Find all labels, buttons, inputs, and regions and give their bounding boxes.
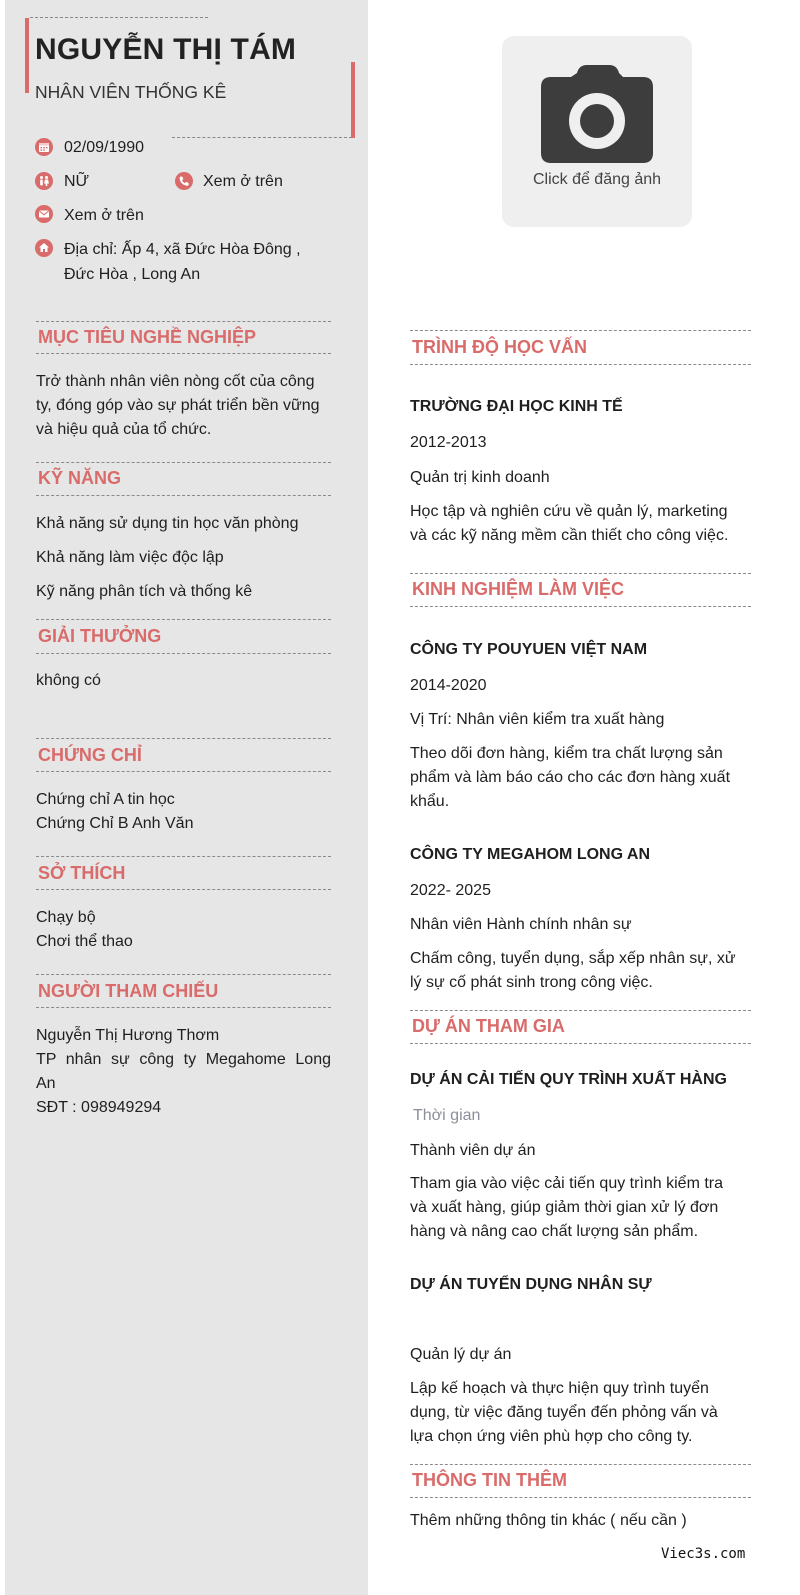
- job-period: 2022- 2025: [410, 882, 491, 899]
- reference-line: TP nhân sự công ty Megahome Long: [36, 1051, 331, 1068]
- project-role: Thành viên dự án: [410, 1142, 536, 1159]
- job-desc-line: khẩu.: [410, 793, 450, 810]
- project-name: DỰ ÁN CẢI TIẾN QUY TRÌNH XUẤT HÀNG: [410, 1071, 727, 1088]
- reference-line: SĐT : 098949294: [36, 1099, 162, 1116]
- objective-divider-bottom: [36, 353, 331, 354]
- watermark-text: Viec3s.com: [661, 1546, 746, 1562]
- photo-upload-area[interactable]: [502, 36, 692, 227]
- job-position: Nhân viên Hành chính nhân sự: [410, 916, 632, 933]
- certificates-divider-top: [36, 738, 331, 739]
- skills-divider-bottom: [36, 495, 331, 496]
- awards-divider-top: [36, 619, 331, 620]
- project-desc-line: Tham gia vào việc cải tiến quy trình kiểm tra: [410, 1175, 724, 1192]
- email-value: Xem ở trên: [64, 207, 144, 224]
- calendar-icon: [35, 138, 53, 156]
- certificate-item: Chứng Chỉ B Anh Văn: [36, 815, 194, 832]
- header-bottom-divider: [172, 137, 352, 138]
- hobbies-divider-top: [36, 856, 331, 857]
- projects-divider-top: [410, 1010, 751, 1011]
- certificates-heading: CHỨNG CHỈ: [38, 745, 142, 765]
- awards-heading: GIẢI THƯỞNG: [38, 626, 162, 646]
- candidate-name: NGUYỄN THỊ TÁM: [35, 33, 297, 66]
- skill-item: Khả năng sử dụng tin học văn phòng: [36, 515, 299, 532]
- phone-value: Xem ở trên: [203, 173, 283, 190]
- education-major: Quản trị kinh doanh: [410, 469, 550, 486]
- job-desc-line: Theo dõi đơn hàng, kiểm tra chất lượng sản: [410, 745, 723, 762]
- hobbies-heading: SỞ THÍCH: [38, 863, 126, 883]
- hobby-item: Chơi thể thao: [36, 933, 133, 950]
- extra-heading: THÔNG TIN THÊM: [412, 1470, 567, 1490]
- project-role: Quản lý dự án: [410, 1346, 512, 1363]
- job-company: CÔNG TY MEGAHOM LONG AN: [410, 846, 650, 863]
- certificate-item: Chứng chỉ A tin học: [36, 791, 175, 808]
- job-period: 2014-2020: [410, 677, 487, 694]
- objective-heading: MỤC TIÊU NGHỀ NGHIỆP: [38, 327, 257, 347]
- extra-divider-bottom: [410, 1497, 751, 1498]
- hobby-item: Chạy bộ: [36, 909, 96, 926]
- project-desc-line: và xuất hàng, giúp giảm thời gian xử lý đơn: [410, 1199, 719, 1216]
- gender-value: NỮ: [64, 173, 90, 190]
- education-school: TRƯỜNG ĐẠI HỌC KINH TẾ: [410, 398, 623, 415]
- header-accent-bar-right: [351, 62, 355, 138]
- references-divider-top: [36, 974, 331, 975]
- header-top-divider: [30, 17, 208, 18]
- certificates-divider-bottom: [36, 771, 331, 772]
- email-icon: [35, 205, 53, 223]
- education-desc-line: Học tập và nghiên cứu về quản lý, marketing: [410, 503, 728, 520]
- job-desc-line: lý sự cố phát sinh trong công việc.: [410, 974, 653, 991]
- projects-divider-bottom: [410, 1043, 751, 1044]
- awards-divider-bottom: [36, 653, 331, 654]
- reference-line: Nguyễn Thị Hương Thơm: [36, 1027, 220, 1044]
- extra-text: Thêm những thông tin khác ( nếu cần ): [410, 1512, 687, 1529]
- objective-line: và hiệu quả của tổ chức.: [36, 421, 212, 438]
- phone-icon: [175, 172, 193, 190]
- camera-icon: [539, 63, 656, 163]
- experience-divider-bottom: [410, 606, 751, 607]
- objective-divider-top: [36, 321, 331, 322]
- job-desc-line: phẩm và làm báo cáo cho các đơn hàng xuất: [410, 769, 731, 786]
- job-position: Vị Trí: Nhân viên kiểm tra xuất hàng: [410, 711, 665, 728]
- skills-divider-top: [36, 462, 331, 463]
- education-period: 2012-2013: [410, 434, 487, 451]
- projects-heading: DỰ ÁN THAM GIA: [412, 1016, 565, 1036]
- gender-icon: [35, 172, 53, 190]
- skill-item: Khả năng làm việc độc lập: [36, 549, 224, 566]
- reference-line: An: [36, 1075, 56, 1092]
- extra-divider-top: [410, 1464, 751, 1465]
- address-line-2: Đức Hòa , Long An: [64, 266, 201, 283]
- references-divider-bottom: [36, 1007, 331, 1008]
- education-heading: TRÌNH ĐỘ HỌC VẤN: [412, 337, 587, 357]
- address-line-1: Địa chỉ: Ấp 4, xã Đức Hòa Đông ,: [64, 241, 301, 258]
- header-accent-bar-left: [25, 18, 29, 93]
- award-item: không có: [36, 672, 101, 689]
- project-desc-line: dụng, từ việc đăng tuyển đến phỏng vấn và: [410, 1404, 718, 1421]
- project-name: DỰ ÁN TUYỂN DỤNG NHÂN SỰ: [410, 1276, 652, 1293]
- experience-heading: KINH NGHIỆM LÀM VIỆC: [412, 579, 625, 599]
- experience-divider-top: [410, 573, 751, 574]
- references-heading: NGƯỜI THAM CHIẾU: [38, 981, 219, 1001]
- skill-item: Kỹ năng phân tích và thống kê: [36, 583, 253, 600]
- project-time: Thời gian: [413, 1107, 481, 1124]
- photo-upload-label: Click để đăng ảnh: [532, 171, 662, 188]
- birthday-value: 02/09/1990: [64, 139, 145, 156]
- objective-line: ty, đóng góp vào sự phát triển bền vững: [36, 397, 320, 414]
- candidate-job-title: NHÂN VIÊN THỐNG KÊ: [35, 82, 227, 102]
- objective-line: Trở thành nhân viên nòng cốt của công: [36, 373, 315, 390]
- project-desc-line: lựa chọn ứng viên phù hợp cho công ty.: [410, 1428, 693, 1445]
- education-divider-top: [410, 330, 751, 331]
- skills-heading: KỸ NĂNG: [38, 468, 122, 488]
- education-desc-line: và các kỹ năng mềm cần thiết cho công việc.: [410, 527, 729, 544]
- hobbies-divider-bottom: [36, 889, 331, 890]
- job-company: CÔNG TY POUYUEN VIỆT NAM: [410, 641, 648, 658]
- project-desc-line: Lập kế hoạch và thực hiện quy trình tuyển: [410, 1380, 709, 1397]
- project-desc-line: hàng và nâng cao chất lượng sản phẩm.: [410, 1223, 699, 1240]
- education-divider-bottom: [410, 364, 751, 365]
- job-desc-line: Chấm công, tuyển dụng, sắp xếp nhân sự, xử: [410, 950, 736, 967]
- home-icon: [35, 239, 53, 257]
